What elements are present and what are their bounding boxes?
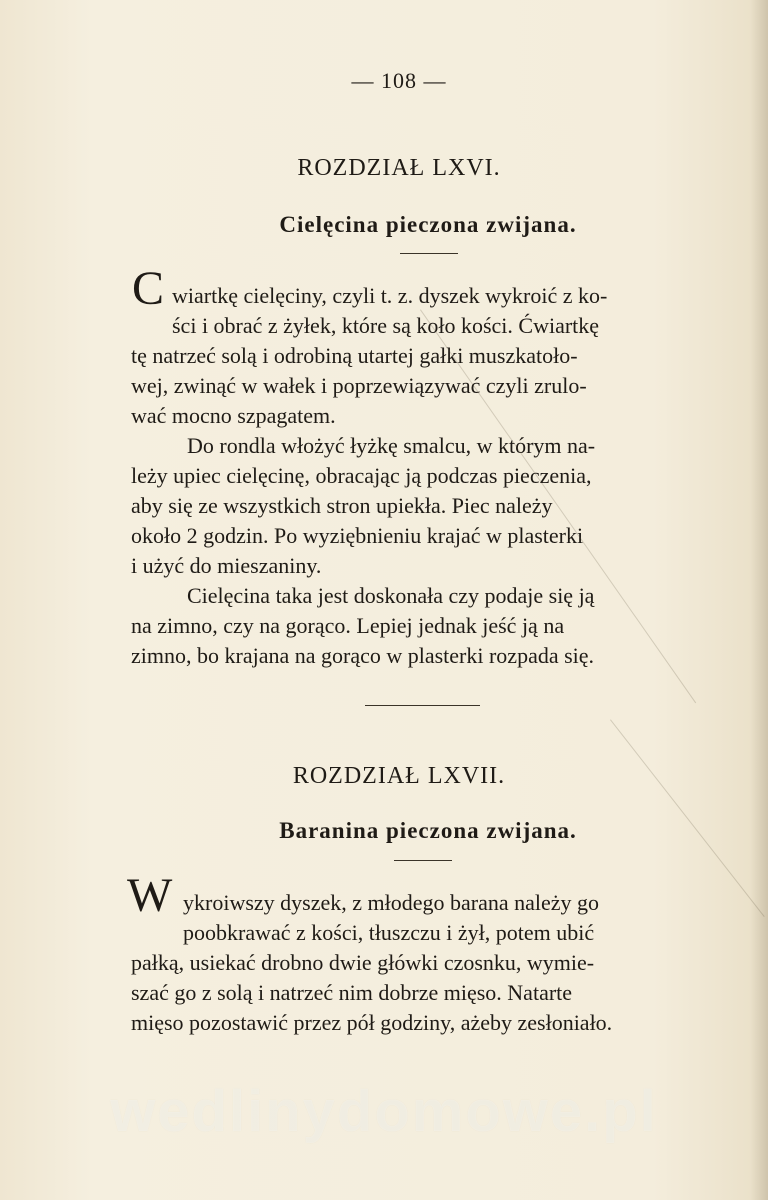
text-line: poobkrawać z kości, tłuszczu i żył, potem ubić [183, 920, 595, 945]
dropcap-c: C [132, 262, 165, 315]
dropcap-w: W [127, 869, 173, 922]
text-line: szać go z solą i natrzeć nim dobrze mięso. Natarte [131, 980, 573, 1005]
text-line: wiartkę cielęciny, czyli t. z. dyszek wykroić z ko- [172, 283, 608, 308]
text-line: i użyć do mieszaniny. [131, 553, 322, 578]
text-line: aby się ze wszystkich stron upiekła. Piec należy [131, 493, 553, 518]
text-line: około 2 godzin. Po wyziębnieniu krajać w plasterki [131, 523, 584, 548]
recipe-title-cielecina: Cielęcina pieczona zwijana. [279, 212, 577, 237]
text-line: pałką, usiekać drobno dwie główki czosnku, wymie- [131, 950, 595, 975]
text-line: ści i obrać z żyłek, które są koło kości. Ćwiartkę [172, 313, 600, 338]
title-rule-1 [400, 253, 458, 254]
recipe-body-baranina [131, 888, 721, 1038]
text-line: na zimno, czy na gorąco. Lepiej jednak jeść ją na [131, 613, 565, 638]
text-line: leży upiec cielęcinę, obracając ją podczas pieczenia, [131, 463, 592, 488]
text-line: ykroiwszy dyszek, z młodego barana należy go [183, 890, 600, 915]
text-line: wej, zwinąć w wałek i poprzewiązywać czyli zrulo- [131, 373, 587, 398]
text-line: Cielęcina taka jest doskonała czy podaje się ją [187, 583, 595, 608]
recipe-title-baranina: Baranina pieczona zwijana. [279, 818, 577, 843]
page-number: — 108 — [351, 68, 447, 93]
chapter-heading-lxvi: ROZDZIAŁ LXVI. [297, 155, 501, 181]
text-line: mięso pozostawić przez pół godziny, ażeby zesłoniało. [131, 1010, 613, 1035]
section-separator [365, 705, 480, 706]
text-line: Do rondla włożyć łyżkę smalcu, w którym na- [187, 433, 596, 458]
text-line: tę natrzeć solą i odrobiną utartej gałki muszkatoło- [131, 343, 578, 368]
site-watermark: wedlinydomowe.pl [110, 1079, 658, 1144]
text-line: zimno, bo krajana na gorąco w plasterki rozpada się. [131, 643, 595, 668]
title-rule-2 [394, 860, 452, 861]
chapter-heading-lxvii: ROZDZIAŁ LXVII. [292, 763, 506, 789]
text-line: wać mocno szpagatem. [131, 403, 336, 428]
